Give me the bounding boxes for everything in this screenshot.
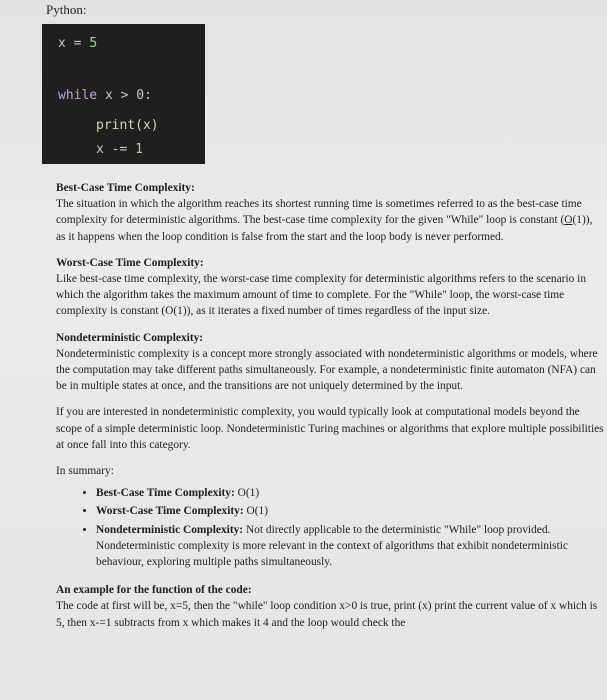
example-heading: An example for the function of the code:: [56, 584, 252, 597]
nondeterministic-paragraph: Nondeterministic complexity is a concept more strongly associated with nondeterministic algorithms or models, where the computation may take different paths simultaneously. For example, a nondeterministic finite automaton (NFA) can be in multiple states at once, and the transitions are not uniquely determined by the input.: [56, 347, 598, 393]
list-item-text: O(1): [234, 487, 260, 500]
code-token: -=: [103, 142, 136, 157]
list-item: [96, 503, 604, 519]
interest-section: [56, 404, 604, 453]
list-item: [96, 485, 604, 501]
code-line-3: [96, 118, 159, 133]
text-run: (1)), as it happens when the loop condition is false from the start and the loop body is never performed.: [56, 214, 593, 243]
code-line-2: [58, 88, 152, 103]
summary-intro: In summary:: [56, 465, 114, 478]
answer-text: [56, 180, 604, 641]
summary-section: [56, 463, 604, 570]
code-token: =: [65, 36, 90, 51]
list-item-label: Nondeterministic Complexity:: [96, 523, 244, 536]
example-section: [56, 582, 604, 631]
code-token: print(x): [96, 118, 159, 133]
list-item-text: O(1): [243, 505, 268, 518]
worst-case-section: [56, 255, 604, 320]
language-label: Python:: [46, 2, 87, 17]
code-block: [42, 24, 205, 164]
list-item-text: Not directly applicable to the deterministic "While" loop provided. Nondeterministic complexity is more relevant in the context of algorithms that exhibit nondeterministic behaviour, exploring multiple paths simultaneously.: [96, 523, 568, 569]
text-run: The situation in which the algorithm reaches its shortest running time is sometimes referred to as the best-case time complexity for deterministic algorithms. The best-case time complexity for the given "While" loop is constant (: [56, 198, 582, 227]
code-line-1: [58, 36, 97, 51]
nondeterministic-heading: Nondeterministic Complexity:: [56, 331, 204, 344]
list-item-label: Worst-Case Time Complexity:: [96, 505, 244, 518]
list-item-label: Best-Case Time Complexity:: [96, 487, 235, 500]
best-case-heading: Best-Case Time Complexity:: [56, 182, 195, 194]
best-case-paragraph: [56, 196, 604, 245]
code-line-4: [96, 142, 143, 157]
summary-list: [56, 485, 604, 570]
worst-case-heading: Worst-Case Time Complexity:: [56, 256, 204, 269]
interest-paragraph: If you are interested in nondeterministic complexity, you would typically look at computational models beyond the scope of a simple deterministic loop. Nondeterministic Turing machines or algorithms that explore multiple possibilities at once fall into this category.: [56, 406, 604, 451]
code-token: 5: [89, 36, 98, 51]
best-case-section: [56, 180, 604, 245]
example-paragraph: The code at first will be, x=5, then the "while" loop condition x>0 is true, print (x) print the current value of x which is 5, then x-=1 subtracts from x which makes it 4 and the loop would check the: [56, 600, 598, 629]
nondeterministic-section: [56, 330, 604, 395]
code-token: x > 0:: [97, 88, 152, 103]
code-token: while: [58, 88, 98, 103]
code-token: x: [58, 36, 66, 51]
code-token: x: [96, 142, 104, 157]
underlined-text: O: [564, 214, 573, 227]
code-token: 1: [135, 142, 143, 157]
worst-case-paragraph: Like best-case time complexity, the worst-case time complexity for deterministic algorithms refers to the scenario in which the algorithm takes the maximum amount of time to complete. For the "While" loop, the worst-case time complexity is constant (O(1)), as it iterates a fixed number of times regardless of the input size.: [56, 273, 587, 318]
list-item: [96, 522, 604, 571]
